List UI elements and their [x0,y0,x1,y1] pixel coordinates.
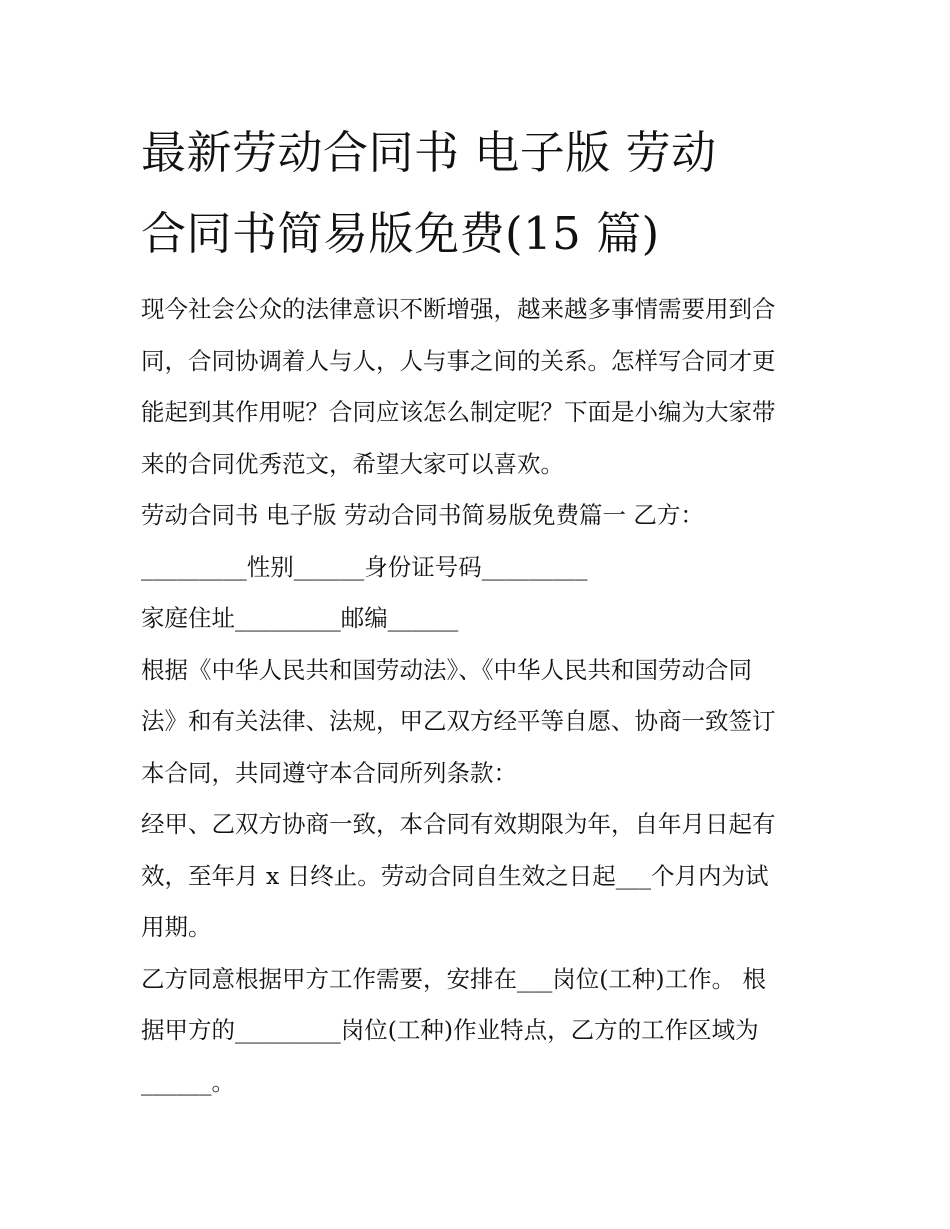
section-heading-paragraph [141,490,813,593]
intro-paragraph [141,284,813,490]
title-line-1: 最新劳动合同书 电子版 劳动 [141,126,717,179]
text-line: 本合同，共同遵守本合同所列条款： [141,758,517,787]
address-paragraph [141,593,813,645]
text-line: 法》和有关法律、法规，甲乙双方经平等自愿、协商一致签订 [141,707,776,735]
text-line: 劳动合同书 电子版 劳动合同书简易版免费篇一 乙方： [141,501,704,529]
text-line: 同，合同协调着人与人，人与事之间的关系。怎样写合同才更 [141,346,776,375]
document-page [141,112,813,1108]
document-body [141,284,813,1108]
text-line: 乙方同意根据甲方工作需要，安排在___岗位(工种)工作。 根 [141,964,767,993]
text-line: 据甲方的_________岗位(工种)作业特点，乙方的工作区域为 [141,1016,759,1044]
text-line: 经甲、乙双方协商一致，本合同有效期限为年，自年月日起有 [141,810,776,838]
text-line: 能起到其作用呢？合同应该怎么制定呢？下面是小编为大家带 [141,398,776,426]
legal-basis-paragraph [141,645,813,800]
text-line: 根据《中华人民共和国劳动法》、《中华人民共和国劳动合同 [141,655,752,684]
title-line-2: 合同书简易版免费(15 篇) [141,207,660,260]
text-line: 效，至年月 x 日终止。劳动合同自生效之日起___个月内为试 [141,861,769,890]
term-paragraph [141,799,813,954]
text-line: _________性别______身份证号码_________ [141,552,588,581]
document-title [141,112,813,274]
text-line: 家庭住址_________邮编______ [141,604,459,632]
text-line: 用期。 [141,913,212,941]
text-line: 来的合同优秀范文，希望大家可以喜欢。 [141,449,564,478]
text-line: 现今社会公众的法律意识不断增强，越来越多事情需要用到合 [141,295,776,323]
text-line: ______。 [141,1067,235,1096]
work-position-paragraph [141,954,813,1109]
